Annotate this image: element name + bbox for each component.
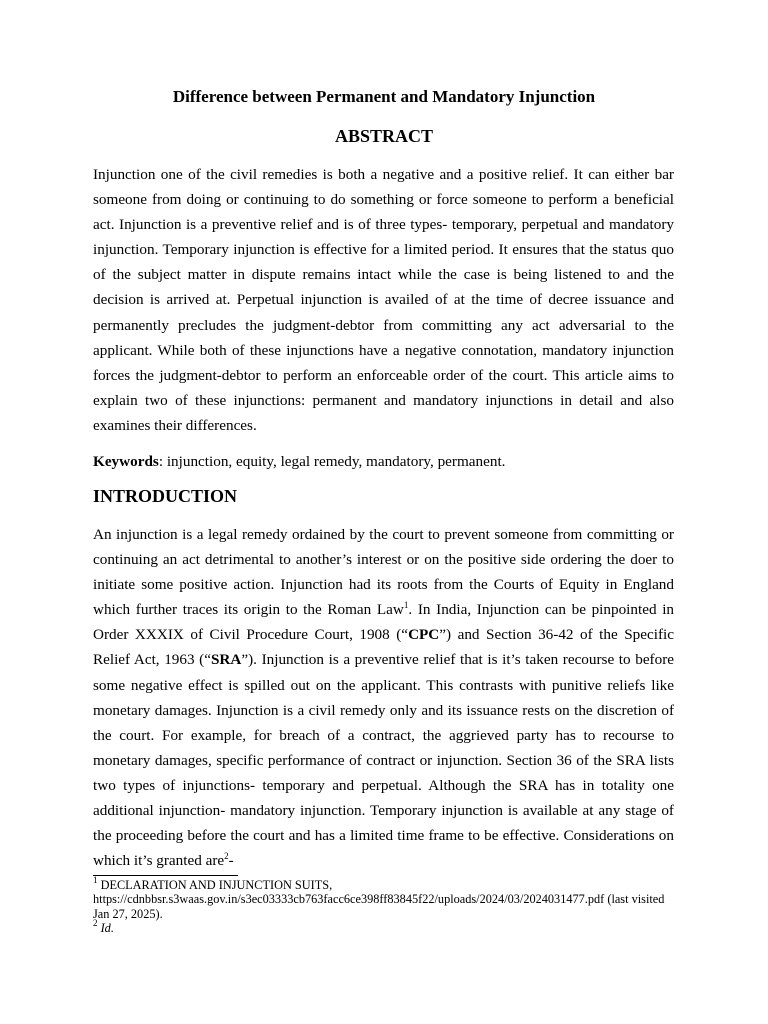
abstract-heading: ABSTRACT [334,126,434,146]
intro-text-4: ”). Injunction is a preventive relief that is it’s taken recourse to before some negative effect is spilled out on the applicant. This contrasts with punitive reliefs like monetary damages. Injunction is a civil remedy only and its issuance rests on the discretion of the court. For example, for breach of a contract, the aggrieved party has to recourse to monetary damages, specific performance of contract or injunction. Section 36 of the SRA lists two types of injunctions- temporary and perpetual. Although the SRA has in totality one additional injunction- mandatory injunction. Temporary injunction is available at any stage of the proceeding before the court and has a limited time frame to be effective. Considerations on which it’s granted are [93,651,675,870]
footnote-2 [93,918,674,936]
footnote-ref-1[interactable]: 1 [403,600,409,611]
intro-text-5: - [228,852,234,870]
intro-text-2: . In India, Injunction can be pinpointed in Order XXXIX of Civil Procedure Court, 1908 (“ [93,601,675,644]
footnote-2-number: 2 [93,918,98,929]
footnote-2-text: Id. [100,921,114,936]
introduction-heading: INTRODUCTION [93,486,238,506]
footnote-ref-2[interactable]: 2 [224,851,229,862]
keywords-line [93,449,674,474]
keywords-text: : injunction, equity, legal remedy, mandatory, permanent. [158,453,506,470]
intro-text-1: An injunction is a legal remedy ordained by the court to prevent someone from committing or continuing an act detrimental to another’s interest or on the positive side ordering the doer to initiate some positive action. Injunction had its roots from the Courts of Equity in England which further traces its origin to the Roman Law [93,526,674,619]
cpc-abbreviation: CPC [408,626,440,644]
document-title: Difference between Permanent and Mandatory Injunction [172,87,596,106]
footnote-separator [93,875,238,876]
footnote-1-number: 1 [93,875,98,885]
footnote-1 [93,875,674,921]
sra-abbreviation: SRA [210,651,242,669]
intro-text-3: ”) and Section 36-42 of the Specific Relief Act, 1963 (“ [93,626,674,669]
abstract-paragraph: Injunction one of the civil remedies is both a negative and a positive relief. It can either bar someone from doing or continuing to do something or force someone to perform a beneficial act. Injunction is a preventive relief and is of three types- temporary, perpetual and mandatory injunction. Temporary injunction is effective for a limited period. It ensures that the status quo of the subject matter in dispute remains intact while the case is being listened to and the decision is arrived at. Perpetual injunction is availed of at the time of decree issuance and permanently precludes the judgment-debtor from committing any act adversarial to the applicant. While both of these injunctions have a negative connotation, mandatory injunction forces the judgment-debtor to perform an enforceable order of the court. This article aims to explain two of these injunctions: permanent and mandatory injunctions in detail and also examines their differences. [93,166,674,434]
introduction-paragraph [93,522,674,873]
footnote-1-text: DECLARATION AND INJUNCTION SUITS, https://cdnbbsr.s3waas.gov.in/s3ec03333cb763facc6ce398ff83845f22/uploads/2024/03/2024031477.pdf (last visited Jan 27, 2025). [93,878,665,921]
footnotes [93,875,674,936]
keywords-label: Keywords [93,453,159,470]
